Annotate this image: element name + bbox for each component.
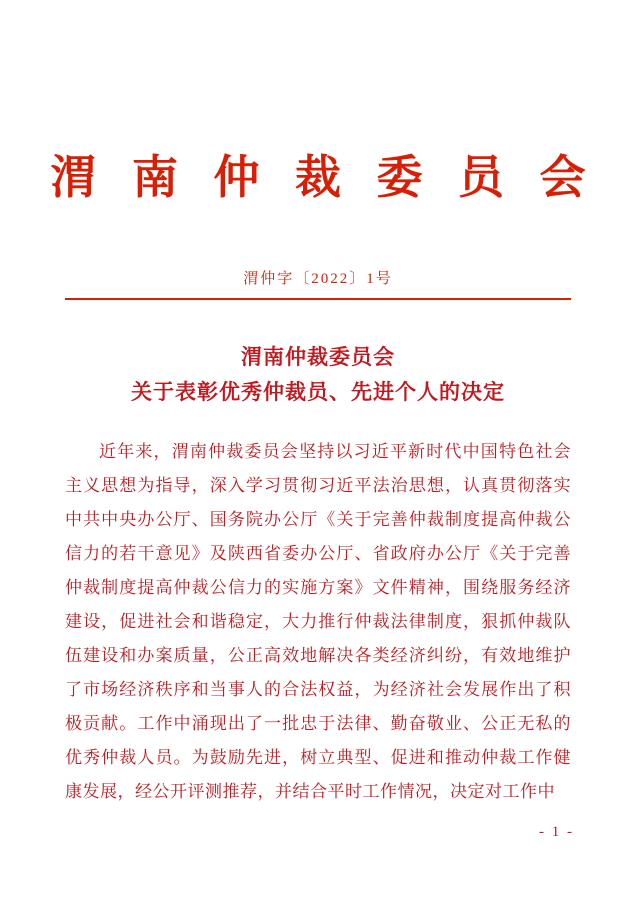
page-title: 渭 南 仲 裁 委 员 会 <box>50 152 598 203</box>
red-divider-rule <box>65 298 571 300</box>
body-paragraph: 近年来，渭南仲裁委员会坚持以习近平新时代中国特色社会主义思想为指导，深入学习贯彻习近平法治思想，认真贯彻落实中共中央办公厅、国务院办公厅《关于完善仲裁制度提高仲裁公信力的若干意见》及陕西省委办公厅、省政府办公厅《关于完善仲裁制度提高仲裁公信力的实施方案》文件精神，围绕服务经济建设，促进社会和谐稳定，大力推行仲裁法律制度，狠抓仲裁队伍建设和办案质量，公正高效地解决各类经济纠纷，有效地维护了市场经济秩序和当事人的合法权益，为经济社会发展作出了积极贡献。工作中涌现出了一批忠于法律、勤奋敬业、公正无私的优秀仲裁人员。为鼓励先进，树立典型、促进和推动仲裁工作健康发展，经公开评测推荐，并结合平时工作情况，决定对工作中 <box>65 442 571 802</box>
document-number: 渭仲字〔2022〕1号 <box>243 271 393 288</box>
subject-line-2: 关于表彰优秀仲裁员、先进个人的决定 <box>131 379 505 404</box>
document-header <box>0 0 636 205</box>
document-subject <box>0 340 636 409</box>
subject-line-1: 渭南仲裁委员会 <box>241 345 395 370</box>
document-body <box>65 435 571 809</box>
page-number: - 1 - <box>539 824 574 840</box>
